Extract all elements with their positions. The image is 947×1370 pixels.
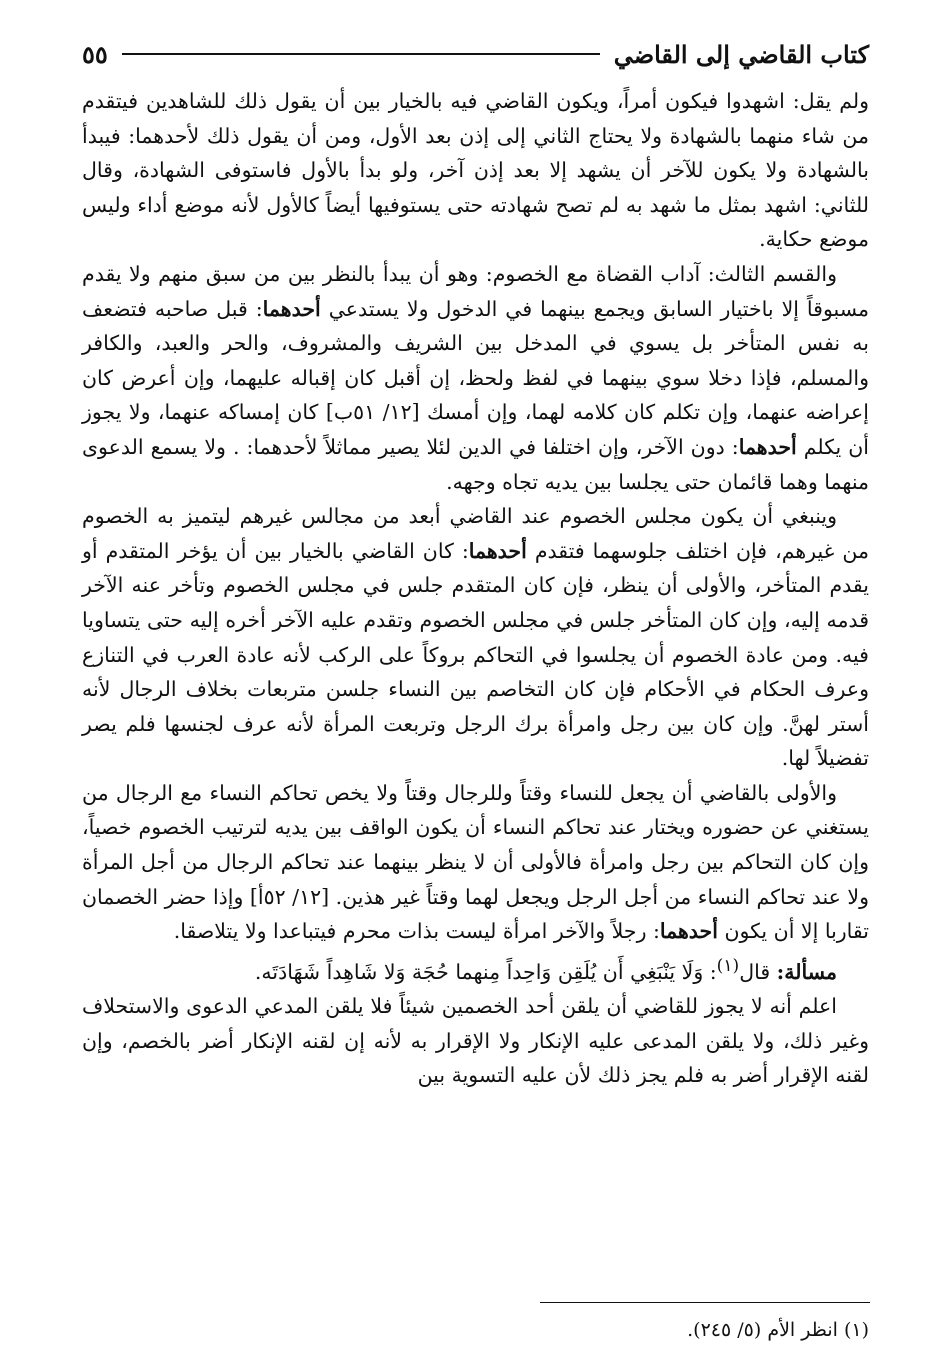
- bold-term: أحدهما: [468, 538, 527, 563]
- footnote-text: انظر الأم (٥/ ٢٤٥).: [687, 1319, 838, 1341]
- page-header: [82, 32, 869, 76]
- paragraph-6: اعلم أنه لا يجوز للقاضي أن يلقن أحد الخصمين شيئاً فلا يلقن المدعي الدعوى والاستحلاف وغير ذلك، ولا يلقن المدعى عليه الإنكار ولا الإقرار به لأنه إن لقنه الإنكار أضر بالخصم، وإن لقنه الإقرار أضر به فلم يجز ذلك لأن عليه التسوية بين: [82, 994, 869, 1088]
- text-run: والقسم الثالث: آداب القضاة مع الخصوم: وهو أن يبدأ بالنظر بين من سبق منهم ولا يقدم مسبوقاً إلا باختيار السابق ويجمع بينهما في الدخول ولا يستدعي: [82, 261, 870, 321]
- footnote-number: (١): [843, 1319, 869, 1341]
- page-number: ٥٥: [82, 39, 108, 69]
- text-run: : كان القاضي بالخيار بين أن يؤخر المتقدم أو يقدم المتأخر، والأولى أن ينظر، فإن كان المتقدم جلس في مجلس الخصوم وتأخر عنه الآخر قدمه إليه، وإن كان المتأخر جلس في مجلس الخصوم وتقدم عليه الآخر أخره إليه حتى يتساويا فيه. ومن عادة الخصوم أن يجلسوا في التحاكم بروكاً على الركب لأنه عادة العرب في التنازع وعرف الحكام في الأحكام فإن كان التخاصم بين النساء جلسن متربعات بخلاف الرجال لأنه أستر لهنَّ. وإن كان بين رجل وامرأة برك الرجل وتربعت المرأة لأنه عرف لجنسها فلم يصر تفضيلاً لها.: [82, 538, 869, 771]
- paragraph-5: [82, 949, 869, 989]
- paragraph-3: [82, 499, 869, 776]
- bold-term: أحدهما: [262, 296, 321, 321]
- quoted-text: : وَلَا يَنْبَغِي أَن يُلَقِن وَاحِداً مِنهما حُجَة وَلا شَاهِداً شَهَادَتَه.: [254, 959, 717, 984]
- paragraph-2: [82, 257, 869, 499]
- footnote: [82, 1316, 869, 1344]
- bold-term: أحدهما: [659, 919, 718, 944]
- text-run: والأولى بالقاضي أن يجعل للنساء وقتاً وللرجال وقتاً ولا يخص تحاكم النساء مع الرجال من يستغني عن حضوره ويختار عند تحاكم النساء أن يكون الواقف بين يديه لترتيب الخصوم خصياً، وإن كان التحاكم بين رجل وامرأة فالأولى أن لا ينظر بينهما عند تحاكم الرجال من أجل المرأة ولا عند تحاكم النساء من أجل الرجل ويجعل لهما وقتاً غير هذين. [١٢/ ٥٢أ] وإذا حضر الخصمان تقاربا إلا أن يكون: [82, 780, 869, 944]
- bold-term: أحدهما: [738, 434, 797, 459]
- text-run: وينبغي أن يكون مجلس الخصوم عند القاضي أبعد من مجالس غيرهم ليتميز به الخصوم من غيرهم، فإن اختلف جلوسهما فتقدم: [82, 504, 869, 563]
- paragraph-4: [82, 776, 869, 949]
- text-run: : قبل صاحبه فتضعف به نفس المتأخر بل يسوي في المدخل بين الشريف والمشروف، والحر والعبد، والكافر والمسلم، فإذا دخلا سوي بينهما في لفظ ولحظ، إن أقبل كان إقباله عليهما، وإن أعرض كان إعراضه عنهما، وإن تكلم كان كلامه لهما، وإن أمسك [١٢/ ٥١ب] كان إمساكه عنهما، ولا يجوز أن يكلم: [82, 296, 869, 459]
- running-title: كتاب القاضي إلى القاضي: [613, 39, 869, 69]
- text-run: : دون الآخر، وإن اختلفا في الدين لئلا يصير مماثلاً لأحدهما: . ولا يسمع الدعوى منهما وهما قائمان حتى يجلسا بين يديه تجاه وجهه.: [82, 434, 869, 494]
- text-run: قال: [739, 959, 771, 984]
- body-text: [82, 84, 869, 1093]
- footnote-rule: [540, 1302, 870, 1303]
- header-rule: [122, 53, 600, 55]
- masala-label: مسألة:: [776, 959, 837, 984]
- footnote-ref: (١): [716, 955, 740, 976]
- text-run: : رجلاً والآخر امرأة ليست بذات محرم فيتباعدا ولا يتلاصقا.: [173, 919, 660, 944]
- paragraph-1: ولم يقل: اشهدوا فيكون أمراً، ويكون القاضي فيه بالخيار بين أن يقول ذلك للشاهدين فيتقدم من شاء منهما بالشهادة ولا يحتاج الثاني إلى إذن بعد الأول، ومن أن يقول ذلك لأحدهما: فيبدأ بالشهادة ولا يكون للآخر أن يشهد إلا بعد إذن آخر، ولو بدأ بالأول فاستوفى الشهادة، وقال للثاني: اشهد بمثل ما شهد به لم تصح شهادته حتى يستوفيها أيضاً كالأول لأنه موضع أداء وليس موضع حكاية.: [82, 89, 869, 252]
